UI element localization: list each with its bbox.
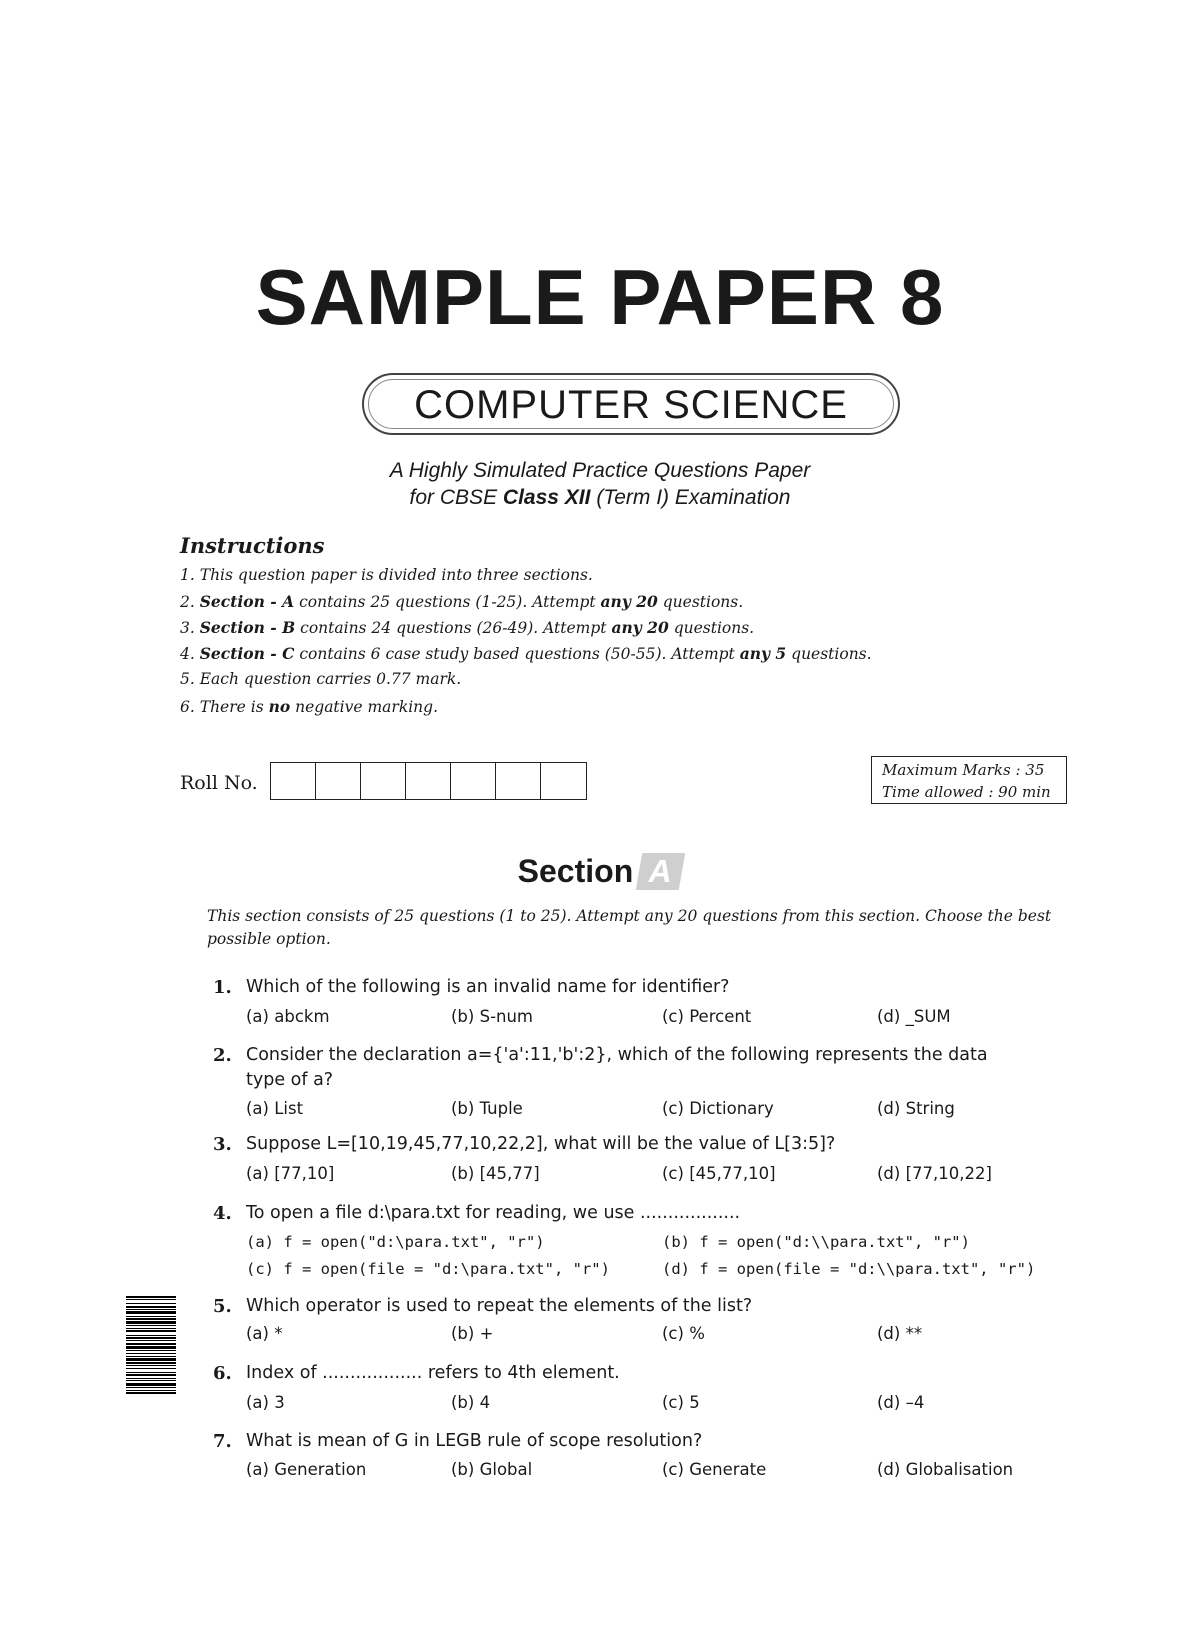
maximum-marks: Maximum Marks : 35: [882, 761, 1045, 779]
section-word: Section: [517, 853, 634, 889]
instruction-count: any 20: [611, 618, 669, 637]
roll-digit-box[interactable]: [361, 763, 406, 799]
option-c: (c) Generate: [662, 1460, 767, 1479]
option-a: (a) [77,10]: [246, 1164, 335, 1183]
question-number: 3.: [213, 1134, 232, 1155]
question-text: Consider the declaration a={'a':11,'b':2}, which of the following represents the data: [246, 1045, 988, 1065]
instruction-text: This question paper is divided into three sections.: [199, 566, 593, 584]
option-d: (d) Globalisation: [877, 1460, 1014, 1479]
instruction-item: [180, 670, 461, 688]
instruction-number: 2.: [180, 593, 195, 611]
instruction-item: [180, 618, 754, 637]
roll-digit-box[interactable]: [406, 763, 451, 799]
instruction-number: 3.: [180, 619, 195, 637]
instruction-section: Section - A: [199, 592, 295, 611]
question-text: Index of .................. refers to 4th element.: [246, 1363, 620, 1383]
instruction-item: [180, 644, 872, 663]
roll-digit-box[interactable]: [271, 763, 316, 799]
roll-digit-box[interactable]: [451, 763, 496, 799]
option-b: (b) [45,77]: [451, 1164, 540, 1183]
option-a: (a) f = open("d:\para.txt", "r"): [246, 1233, 545, 1251]
option-d: (d) [77,10,22]: [877, 1164, 992, 1183]
instruction-text: contains 6 case study based questions (50-55). Attempt: [294, 645, 740, 663]
instruction-number: 4.: [180, 645, 195, 663]
question-number: 2.: [213, 1045, 232, 1066]
question-text: Which operator is used to repeat the elements of the list?: [246, 1296, 753, 1316]
option-b: (b) +: [451, 1324, 494, 1343]
question-number: 1.: [213, 977, 232, 998]
roll-digit-box[interactable]: [496, 763, 541, 799]
instruction-item: [180, 566, 593, 584]
instruction-item: [180, 592, 743, 611]
instruction-text-end: negative marking.: [290, 698, 439, 716]
section-description: This section consists of 25 questions (1 to 25). Attempt any 20 questions from this section. Choose the best possible option.: [207, 907, 1052, 948]
question-text-continued: type of a?: [246, 1070, 334, 1090]
instruction-text: contains 25 questions (1-25). Attempt: [294, 593, 601, 611]
tagline-line-1: A Highly Simulated Practice Questions Paper: [389, 459, 811, 482]
instruction-number: 6.: [180, 698, 195, 716]
barcode-icon: [126, 1296, 176, 1474]
tagline-pre: for CBSE: [409, 486, 503, 509]
question-text: Which of the following is an invalid name for identifier?: [246, 977, 730, 997]
option-d: (d) _SUM: [877, 1007, 951, 1026]
instruction-emphasis: no: [268, 697, 291, 716]
question-number: 6.: [213, 1363, 232, 1384]
instruction-section: Section - B: [199, 618, 296, 637]
question-number: 7.: [213, 1431, 232, 1452]
marks-time-box: [871, 756, 1067, 804]
instructions-heading: Instructions: [180, 533, 325, 558]
time-allowed: Time allowed : 90 min: [882, 783, 1051, 801]
option-c: (c) 5: [662, 1393, 700, 1412]
instruction-text: Each question carries 0.77 mark.: [199, 670, 462, 688]
option-a: (a) *: [246, 1324, 283, 1343]
tagline-line-2: [0, 486, 1200, 510]
instruction-text-end: questions.: [657, 593, 744, 611]
question-text: Suppose L=[10,19,45,77,10,22,2], what will be the value of L[3:5]?: [246, 1134, 836, 1154]
tagline-post: (Term I) Examination: [590, 486, 791, 509]
option-d: (d) String: [877, 1099, 955, 1118]
tagline-class: Class XII: [502, 486, 591, 509]
option-d: (d) f = open(file = "d:\\para.txt", "r"): [662, 1260, 1036, 1278]
barcode-stripe: [126, 1394, 176, 1395]
instruction-item: [180, 697, 438, 716]
instruction-section: Section - C: [199, 644, 295, 663]
question-number: 5.: [213, 1296, 232, 1317]
option-c: (c) %: [662, 1324, 705, 1343]
roll-number-boxes[interactable]: [270, 762, 587, 800]
question-text: What is mean of G in LEGB rule of scope resolution?: [246, 1431, 703, 1451]
option-a: (a) List: [246, 1099, 304, 1118]
option-b: (b) Global: [451, 1460, 533, 1479]
option-b: (b) 4: [451, 1393, 491, 1412]
instruction-count: any 20: [600, 592, 658, 611]
instruction-text: contains 24 questions (26-49). Attempt: [295, 619, 612, 637]
subject-badge: [362, 373, 900, 435]
option-c: (c) f = open(file = "d:\para.txt", "r"): [246, 1260, 610, 1278]
instruction-count: any 5: [739, 644, 787, 663]
roll-digit-box[interactable]: [316, 763, 361, 799]
option-a: (a) abckm: [246, 1007, 330, 1026]
question-number: 4.: [213, 1203, 232, 1224]
instruction-text-end: questions.: [786, 645, 872, 663]
option-a: (a) 3: [246, 1393, 285, 1412]
page-title: SAMPLE PAPER 8: [255, 253, 945, 341]
option-d: (d) **: [877, 1324, 923, 1343]
option-b: (b) S-num: [451, 1007, 534, 1026]
roll-number-label: Roll No.: [180, 772, 258, 794]
instruction-text-end: questions.: [668, 619, 755, 637]
section-heading: [0, 853, 1200, 890]
roll-digit-box[interactable]: [541, 763, 586, 799]
option-a: (a) Generation: [246, 1460, 367, 1479]
question-text: To open a file d:\para.txt for reading, we use ..................: [246, 1203, 741, 1223]
instruction-number: 5.: [180, 670, 195, 688]
option-b: (b) Tuple: [451, 1099, 523, 1118]
instruction-text: There is: [199, 698, 269, 716]
instruction-number: 1.: [180, 566, 195, 584]
option-d: (d) –4: [877, 1393, 925, 1412]
section-letter: A: [636, 853, 686, 890]
option-c: (c) Dictionary: [662, 1099, 774, 1118]
subject-name: COMPUTER SCIENCE: [414, 383, 848, 427]
option-b: (b) f = open("d:\\para.txt", "r"): [662, 1233, 970, 1251]
option-c: (c) Percent: [662, 1007, 752, 1026]
option-c: (c) [45,77,10]: [662, 1164, 776, 1183]
